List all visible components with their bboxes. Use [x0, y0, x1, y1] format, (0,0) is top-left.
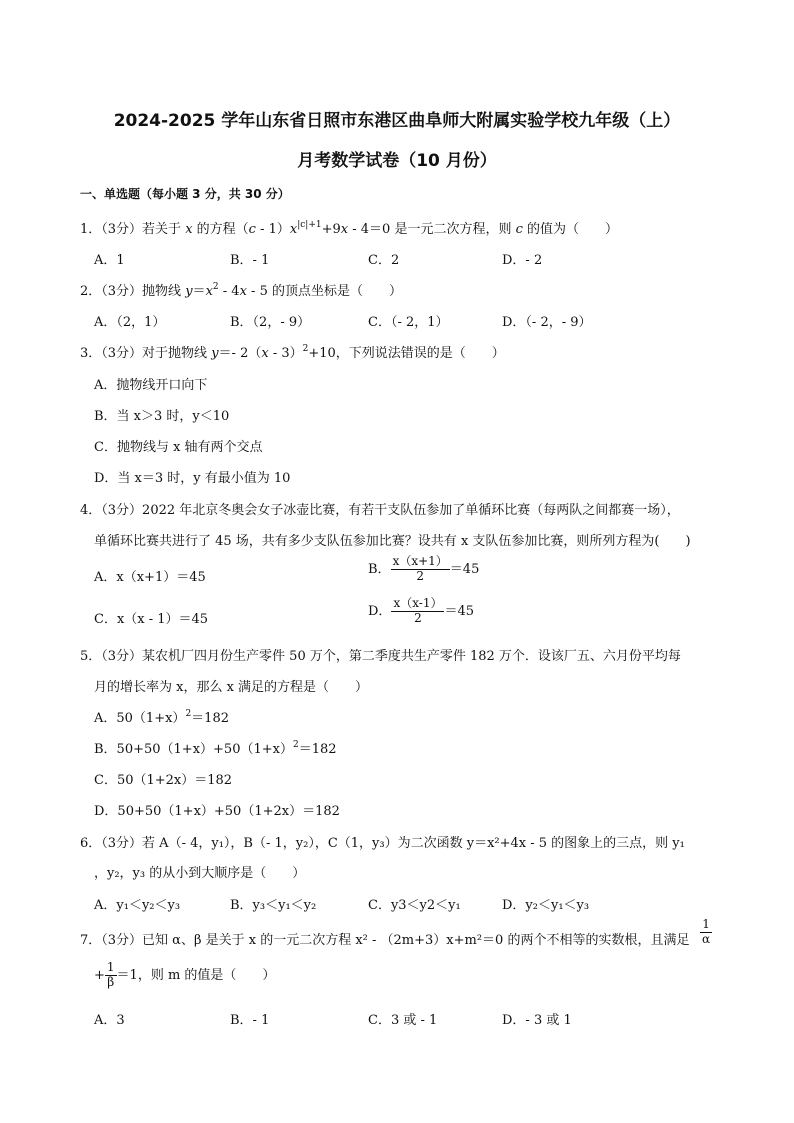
- option-text: B．50+50（1+x）+50（1+x）: [94, 742, 293, 757]
- option-d: D．（- 2，- 9）: [502, 315, 592, 330]
- question-text: - 1）: [255, 222, 290, 237]
- option-c: C．50（1+2x）＝182: [94, 773, 233, 788]
- question-6-continued: ，y₂，y₃ 的从小到大顺序是（ ）: [94, 866, 306, 881]
- option-text: A．50（1+x）: [94, 711, 186, 726]
- question-text: 的方程（: [192, 222, 249, 237]
- question-7-continued: [94, 961, 275, 990]
- option-b: B．- 1: [230, 1013, 270, 1028]
- math-var: c: [515, 222, 523, 237]
- option-b: B．（2，- 9）: [230, 315, 311, 330]
- math-var: x: [185, 222, 193, 237]
- question-3: [80, 342, 505, 361]
- option-a: A．x（x+1）＝45: [94, 570, 206, 585]
- question-4-continued: 单循环比赛共进行了 45 场，共有多少支队伍参加比赛？设共有 x 支队伍参加比赛，则所列方程为( ): [94, 534, 691, 549]
- fraction-numerator: 1: [106, 960, 115, 974]
- question-4: [80, 499, 680, 518]
- fraction: [105, 961, 117, 990]
- question-text: - 4＝0 是一元二次方程，则: [348, 222, 516, 237]
- option-a: A．抛物线开口向下: [94, 378, 208, 393]
- math-var: y: [185, 284, 193, 299]
- fraction: [700, 918, 712, 947]
- option-c: C．3 或 - 1: [368, 1013, 438, 1028]
- exponent: 2: [212, 282, 219, 292]
- option-d: D．- 3 或 1: [502, 1013, 572, 1028]
- option-text: ＝182: [191, 711, 229, 726]
- option-d: D．- 2: [502, 253, 543, 268]
- question-text: +9: [321, 222, 341, 237]
- plus-sign: +: [94, 967, 105, 983]
- option-c: C．x（x - 1）＝45: [94, 612, 209, 627]
- fraction-numerator: x（x+1）: [392, 554, 448, 568]
- math-var: y: [211, 346, 219, 361]
- option-text: ＝45: [444, 603, 474, 619]
- option-b: B．y₃＜y₁＜y₂: [230, 898, 317, 913]
- math-var: x: [205, 284, 213, 299]
- option-label: B．: [368, 561, 391, 577]
- option-a: A．3: [94, 1013, 125, 1028]
- option-c: C．y3＜y2＜y₁: [368, 898, 461, 913]
- question-text: 2022 年北京冬奥会女子冰壶比赛，有若干支队伍参加了单循环比赛（每两队之间都赛一场），: [142, 503, 680, 518]
- question-7: [80, 929, 689, 948]
- option-a: [94, 707, 229, 726]
- math-var: c: [248, 222, 256, 237]
- option-a: A．1: [94, 253, 125, 268]
- fraction: [391, 597, 444, 626]
- question-text: 若 A（- 4，y₁），B（- 1，y₂），C（1，y₃）为二次函数 y＝x²+4x - 5 的图象上的三点，则 y₁: [142, 836, 685, 851]
- question-text: - 5 的顶点坐标是（ ）: [246, 284, 402, 299]
- question-1: [80, 218, 618, 237]
- fraction-numerator: 1: [700, 918, 712, 933]
- fraction-numerator: x（x-1）: [393, 596, 443, 610]
- question-text: - 3）: [268, 346, 303, 361]
- question-text: ＝1，则 m 的值是（ ）: [116, 967, 276, 983]
- option-d: D．当 x＝3 时，y 有最小值为 10: [94, 471, 291, 486]
- option-text: ＝182: [298, 742, 337, 757]
- question-number: 7．（3分）: [80, 933, 143, 948]
- question-text: +10，下列说法错误的是（ ）: [308, 346, 505, 361]
- fraction-denominator: 2: [416, 568, 424, 583]
- question-text: 某农机厂四月份生产零件 50 万个，第二季度共生产零件 182 万个．设该厂五、六月份平均每: [142, 649, 681, 664]
- question-text: ＝- 2（: [218, 346, 262, 361]
- question-text: 的值为（ ）: [522, 222, 619, 237]
- math-var: x: [261, 346, 269, 361]
- option-text: ＝45: [449, 561, 480, 577]
- option-c: C．2: [368, 253, 400, 268]
- question-5: [80, 645, 681, 664]
- option-b: [94, 738, 337, 757]
- question-number: 3．（3分）: [80, 346, 143, 361]
- question-number: 1．（3分）: [80, 222, 143, 237]
- fraction-denominator: α: [702, 931, 711, 946]
- question-number: 4．（3分）: [80, 503, 143, 518]
- question-number: 5．（3分）: [80, 649, 143, 664]
- option-b: [368, 555, 479, 584]
- option-a: A．（2，1）: [94, 315, 166, 330]
- option-d: [368, 597, 474, 626]
- question-text: 若关于: [142, 222, 186, 237]
- question-6: [80, 832, 685, 851]
- math-var: x: [289, 222, 298, 237]
- math-var: x: [239, 284, 247, 299]
- section-heading: 一、单选题（每小题 3 分，共 30 分）: [80, 187, 290, 201]
- math-var: x: [340, 222, 349, 237]
- exam-title-line2: 月考数学试卷（10 月份）: [297, 151, 497, 171]
- exponent: 2: [302, 344, 309, 354]
- question-text: 对于抛物线: [142, 346, 212, 361]
- exponent: 2: [185, 709, 192, 719]
- question-5-continued: 月的增长率为 x，那么 x 满足的方程是（ ）: [94, 680, 369, 695]
- question-text: ＝: [192, 284, 206, 299]
- option-d: D．y₂＜y₁＜y₃: [502, 898, 590, 913]
- option-b: B．- 1: [230, 253, 270, 268]
- exponent: 2: [292, 740, 299, 750]
- exponent: |c|+1: [297, 220, 322, 230]
- question-number: 6．（3分）: [80, 836, 143, 851]
- exam-title-line1: 2024-2025 学年山东省日照市东港区曲阜师大附属实验学校九年级（上）: [113, 111, 681, 131]
- fraction: [391, 555, 450, 584]
- question-text: 抛物线: [142, 284, 186, 299]
- question-2: [80, 280, 402, 299]
- option-label: D．: [368, 603, 392, 619]
- option-d: D．50+50（1+x）+50（1+2x）＝182: [94, 804, 340, 819]
- question-number: 2．（3分）: [80, 284, 143, 299]
- question-text: - 4: [218, 284, 240, 299]
- fraction-one-over-alpha: [700, 918, 712, 947]
- fraction-denominator: β: [107, 974, 115, 989]
- option-c: C．抛物线与 x 轴有两个交点: [94, 440, 263, 455]
- option-b: B．当 x＞3 时，y＜10: [94, 409, 230, 424]
- option-c: C．（- 2，1）: [368, 315, 449, 330]
- option-a: A．y₁＜y₂＜y₃: [94, 898, 181, 913]
- question-text: 已知 α、β 是关于 x 的一元二次方程 x² - （2m+3）x+m²＝0 的两个不相等的实数根，且满足: [142, 933, 690, 948]
- fraction-denominator: 2: [414, 610, 422, 625]
